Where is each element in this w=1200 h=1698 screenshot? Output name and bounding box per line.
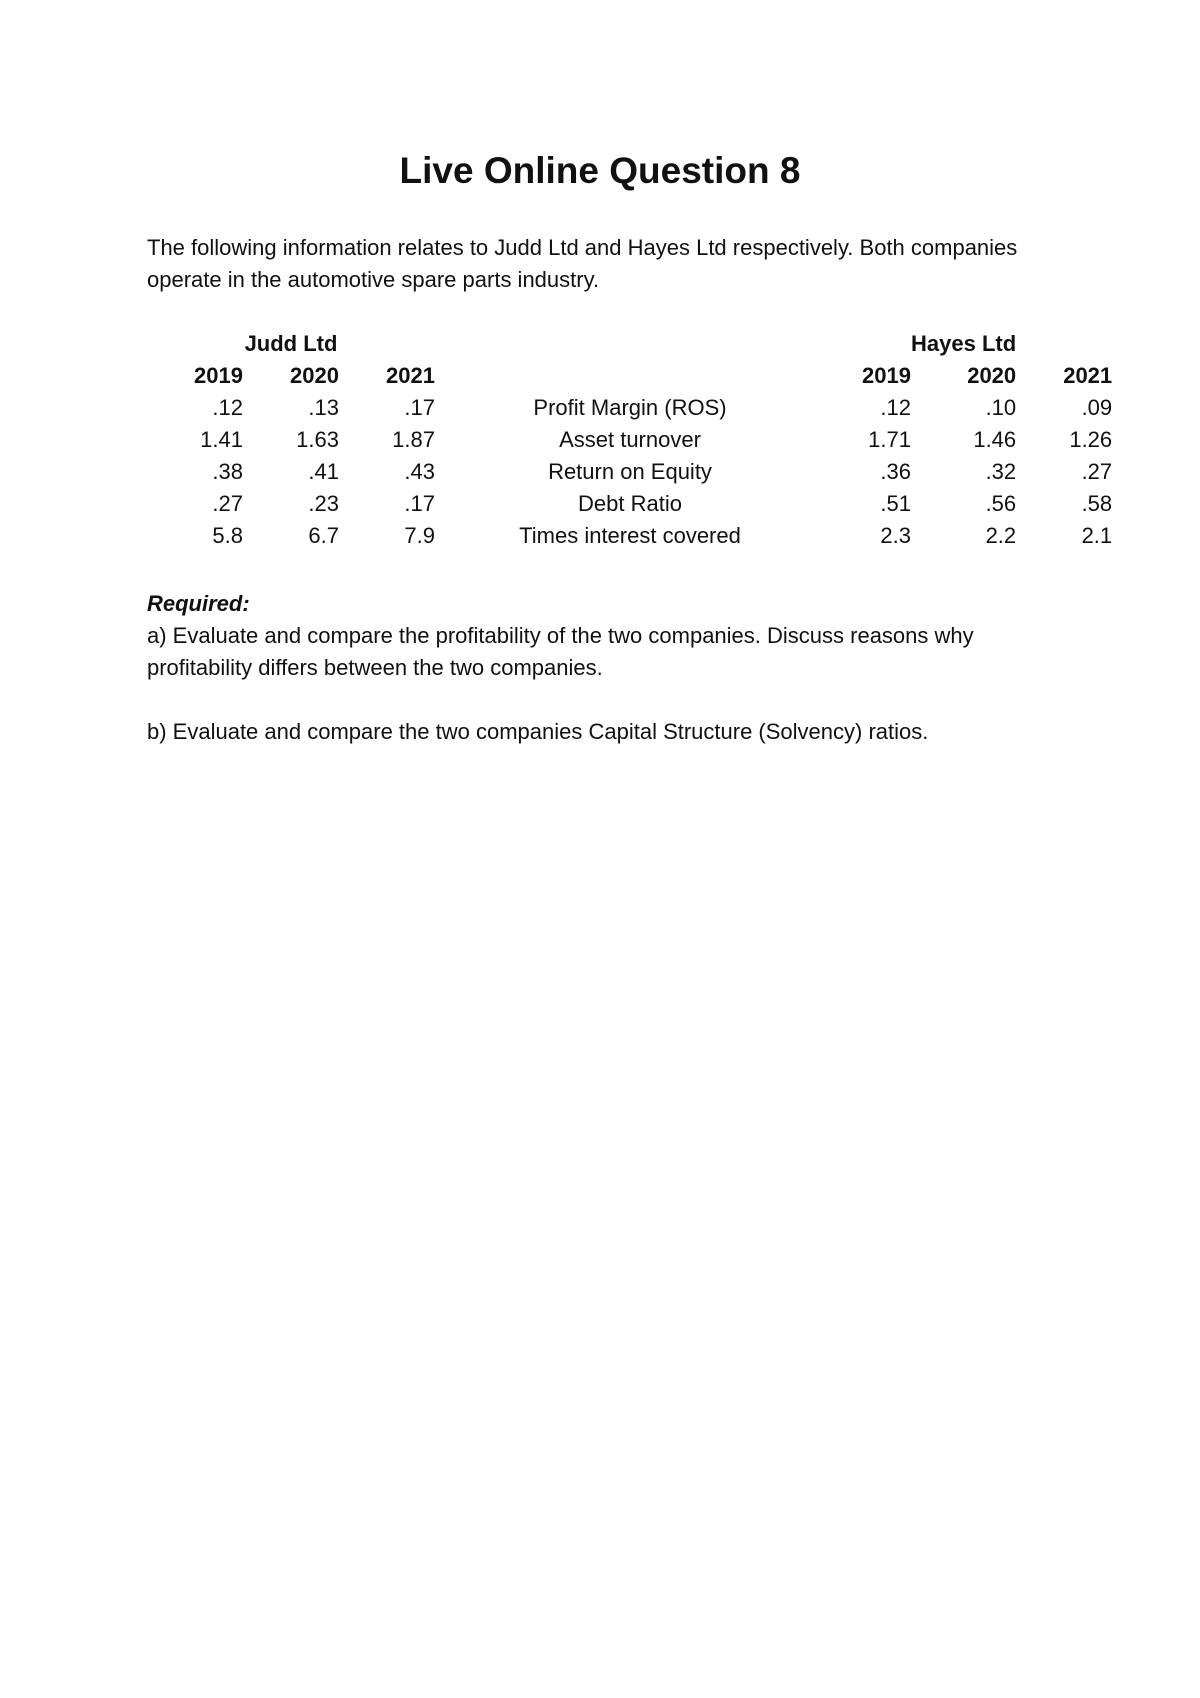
judd-value: .41 [308,459,339,484]
company-header-row [147,328,1112,360]
hayes-value: .12 [880,395,911,420]
judd-year-header: 2020 [290,363,339,388]
ratio-label: Debt Ratio [578,491,682,516]
hayes-value: 2.2 [985,523,1017,548]
judd-value: .17 [404,395,435,420]
hayes-value: .32 [985,459,1017,484]
required-heading: Required: [147,591,250,616]
table-row [147,456,1112,488]
ratio-label: Return on Equity [548,459,712,484]
ratio-label: Times interest covered [519,523,741,548]
judd-value: .23 [308,491,339,516]
hayes-value: .10 [985,395,1017,420]
page-title: Live Online Question 8 [399,150,801,191]
hayes-value: 1.46 [973,427,1017,452]
hayes-value: .56 [985,491,1017,516]
hayes-year-header: 2019 [862,363,911,388]
intro-paragraph: The following information relates to Judd Ltd and Hayes Ltd respectively. Both companies operate in the automotive spare parts industry. [147,235,1018,292]
question-a: a) Evaluate and compare the profitability of the two companies. Discuss reasons why profitability differs between the two companies. [147,623,974,680]
ratio-label: Asset turnover [559,427,701,452]
hayes-value: .27 [1081,459,1113,484]
question-b: b) Evaluate and compare the two companies Capital Structure (Solvency) ratios. [147,719,929,744]
table-row [147,392,1112,424]
judd-value: .17 [404,491,435,516]
table-row [147,424,1112,456]
judd-value: .12 [212,395,243,420]
judd-value: .38 [212,459,243,484]
judd-value: 1.63 [296,427,339,452]
hayes-value: 2.3 [880,523,911,548]
hayes-value: 1.71 [868,427,911,452]
hayes-year-header: 2021 [1063,363,1113,388]
judd-value: 7.9 [404,523,435,548]
hayes-company-header: Hayes Ltd [911,331,1017,356]
judd-year-header: 2021 [386,363,435,388]
ratio-table [147,328,1112,552]
hayes-year-header: 2020 [967,363,1017,388]
judd-year-header: 2019 [194,363,243,388]
judd-value: 1.87 [392,427,435,452]
hayes-value: .09 [1081,395,1113,420]
hayes-value: .58 [1081,491,1113,516]
table-row [147,488,1112,520]
hayes-value: 1.26 [1069,427,1113,452]
judd-value: .43 [404,459,435,484]
judd-value: .27 [212,491,243,516]
judd-value: 1.41 [200,427,243,452]
table-row [147,520,1112,552]
hayes-value: .51 [880,491,911,516]
judd-company-header: Judd Ltd [244,331,338,356]
hayes-value: .36 [880,459,911,484]
ratio-label: Profit Margin (ROS) [533,395,727,420]
judd-value: 5.8 [212,523,243,548]
judd-value: 6.7 [308,523,339,548]
hayes-value: 2.1 [1081,523,1113,548]
judd-value: .13 [308,395,339,420]
year-header-row [147,360,1112,392]
